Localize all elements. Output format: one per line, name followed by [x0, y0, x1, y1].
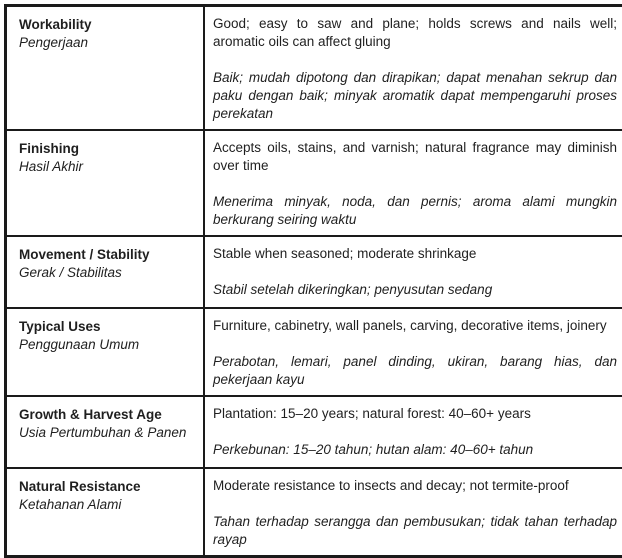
description-indonesian: Perabotan, lemari, panel dinding, ukiran, barang hias, dan pekerjaan kayu [213, 353, 617, 389]
description-cell-finishing [204, 130, 622, 236]
property-cell-natural-resistance [6, 468, 205, 557]
description-indonesian: Menerima minyak, noda, dan pernis; aroma alami mungkin berkurang seiring waktu [213, 193, 617, 229]
description-english: Plantation: 15–20 years; natural forest: 40–60+ years [213, 405, 617, 423]
property-cell-workability [6, 6, 205, 131]
description-cell-natural-resistance [204, 468, 622, 557]
property-cell-typical-uses [6, 308, 205, 396]
description-english: Moderate resistance to insects and decay; not termite-proof [213, 477, 617, 495]
table-row [6, 6, 622, 131]
description-indonesian: Baik; mudah dipotong dan dirapikan; dapat menahan sekrup dan paku dengan baik; minyak aromatik dapat mempengaruhi proses perekatan [213, 69, 617, 123]
property-subtitle: Gerak / Stabilitas [19, 264, 195, 282]
table-row [6, 236, 622, 308]
property-title: Workability [19, 16, 195, 34]
description-english: Accepts oils, stains, and varnish; natural fragrance may diminish over time [213, 139, 617, 175]
description-english: Good; easy to saw and plane; holds screws and nails well; aromatic oils can affect gluing [213, 15, 617, 51]
property-subtitle: Pengerjaan [19, 34, 195, 52]
property-subtitle: Usia Pertumbuhan & Panen [19, 424, 195, 442]
table-row [6, 130, 622, 236]
table-row [6, 308, 622, 396]
description-cell-workability [204, 6, 622, 131]
wood-properties-table [4, 4, 622, 558]
description-cell-growth-harvest-age [204, 396, 622, 468]
property-title: Finishing [19, 140, 195, 158]
description-indonesian: Stabil setelah dikeringkan; penyusutan sedang [213, 281, 617, 299]
property-title: Movement / Stability [19, 246, 195, 264]
property-subtitle: Hasil Akhir [19, 158, 195, 176]
description-english: Stable when seasoned; moderate shrinkage [213, 245, 617, 263]
table-row [6, 468, 622, 557]
property-title: Natural Resistance [19, 478, 195, 496]
description-indonesian: Perkebunan: 15–20 tahun; hutan alam: 40–60+ tahun [213, 441, 617, 459]
property-subtitle: Ketahanan Alami [19, 496, 195, 514]
property-subtitle: Penggunaan Umum [19, 336, 195, 354]
description-cell-typical-uses [204, 308, 622, 396]
property-title: Growth & Harvest Age [19, 406, 195, 424]
description-english: Furniture, cabinetry, wall panels, carving, decorative items, joinery [213, 317, 617, 335]
table-row [6, 396, 622, 468]
description-cell-movement-stability [204, 236, 622, 308]
description-indonesian: Tahan terhadap serangga dan pembusukan; tidak tahan terhadap rayap [213, 513, 617, 549]
property-cell-growth-harvest-age [6, 396, 205, 468]
property-cell-movement-stability [6, 236, 205, 308]
property-title: Typical Uses [19, 318, 195, 336]
property-cell-finishing [6, 130, 205, 236]
